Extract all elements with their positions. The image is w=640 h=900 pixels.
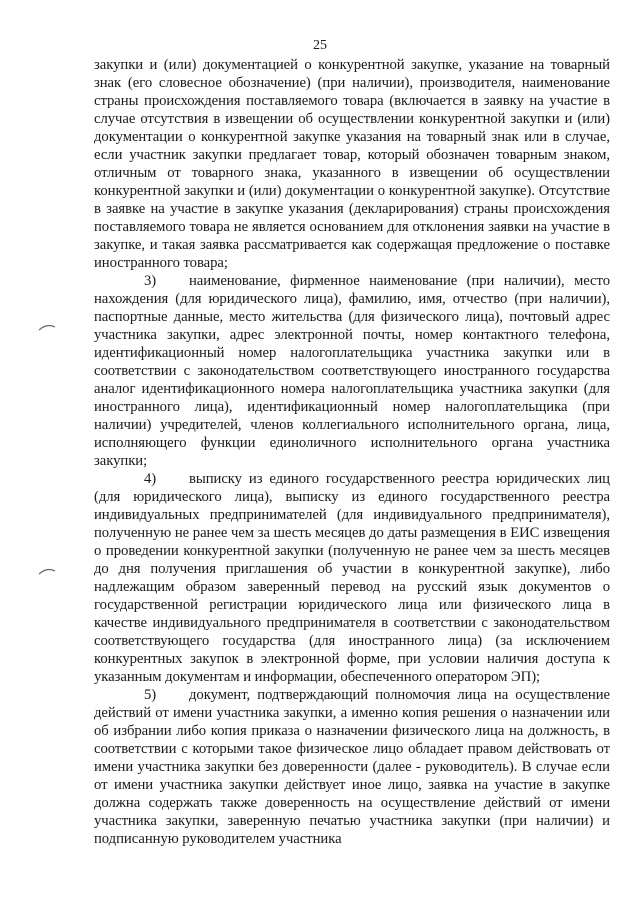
punch-arc-icon bbox=[38, 322, 56, 332]
paragraph-text: наименование, фирменное наименование (при наличии), место нахождения (для юридического лица), фамилию, имя, отчество (при наличии), паспортные данные, место жительства (для физического лица), почтовый адрес участника закупки, адрес электронной почты, номер контактного телефона, идентификационный номер налогоплательщика участника закупки или в соответствии с законодательством соответствующего иностранного государства аналог идентификационного номера налогоплательщика участника закупки (для иностранного лица), идентификационный номер налогоплательщика (при наличии) учредителей, членов коллегиального исполнительного органа, лица, исполняющего функции единоличного исполнительного органа участника закупки; bbox=[94, 273, 610, 469]
paragraph-continuation bbox=[94, 56, 610, 272]
list-item-number: 4) bbox=[144, 471, 157, 487]
paragraph-text: выписку из единого государственного реестра юридических лиц (для юридического лица), выписку из единого государственного реестра индивидуальных предпринимателей (для индивидуального предпринимателя), полученную не ранее чем за шесть месяцев до даты размещения в ЕИС извещения о проведении конкурентной закупки (полученную не ранее чем за шесть месяцев до дня получения приглашения об участии в конкурентной закупке), либо надлежащим образом заверенный перевод на русский язык документов о государственной регистрации юридического лица или физического лица в качестве индивидуального предпринимателя в соответствии с законодательством соответствующего государства (для иностранного лица) (за исключением конкурентных закупок в электронной форме, при условии наличия доступа к указанным документам и информации, обеспеченного оператором ЭП); bbox=[94, 471, 610, 685]
list-item-3 bbox=[94, 272, 610, 470]
margin-punch-mark bbox=[38, 322, 56, 332]
list-item-number: 5) bbox=[144, 687, 157, 703]
paragraph-text: закупки и (или) документацией о конкурентной закупке, указание на товарный знак (его словесное обозначение) (при наличии), производителя, наименование страны происхождения поставляемого товара (включается в заявку на участие в случае отсутствия в извещении об осуществлении конкурентной закупки и (или) документации о конкурентной закупке указания на товарный знак или в случае, если участник закупки предлагает товар, который обозначен товарным знаком, отличным от товарного знака, указанного в извещении об осуществлении конкурентной закупки и (или) документации о конкурентной закупке). Отсутствие в заявке на участие в закупке указания (декларирования) страны происхождения поставляемого товара не является основанием для отклонения заявки на участие в закупке, и такая заявка рассматривается как содержащая предложение о поставке иностранного товара; bbox=[94, 57, 610, 271]
page-number: 25 bbox=[313, 38, 327, 53]
document-body bbox=[94, 56, 610, 848]
margin-punch-mark bbox=[38, 566, 56, 576]
list-item-5 bbox=[94, 686, 610, 848]
punch-arc-icon bbox=[38, 566, 56, 576]
list-item-4 bbox=[94, 470, 610, 686]
paragraph-text: документ, подтверждающий полномочия лица на осуществление действий от имени участника закупки, а именно копия решения о назначении или об избрании либо копия приказа о назначении физического лица на должность, в соответствии с которыми такое физическое лицо обладает правом действовать от имени участника закупки без доверенности (далее - руководитель). В случае если от имени участника закупки действует иное лицо, заявка на участие в закупке должна содержать также доверенность на осуществление действий от имени участника закупки, заверенную печатью участника закупки (при наличии) и подписанную руководителем участника bbox=[94, 687, 610, 847]
list-item-number: 3) bbox=[144, 273, 157, 289]
